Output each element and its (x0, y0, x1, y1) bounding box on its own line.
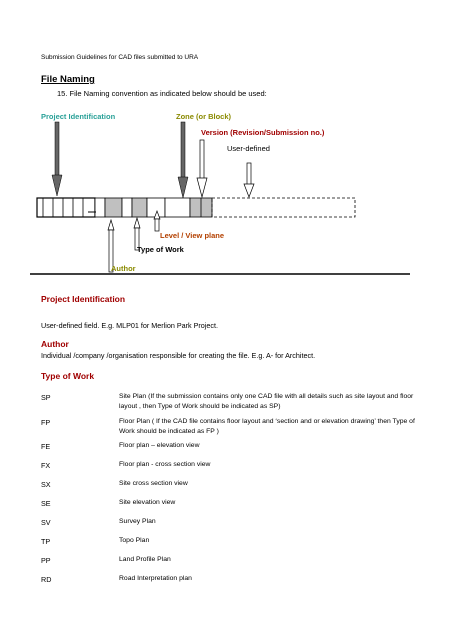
arrow-zone (178, 122, 188, 198)
file-naming-item: 15. File Naming convention as indicated below should be used: (57, 89, 267, 98)
type-desc: Floor plan - cross section view (119, 461, 211, 468)
type-code: FE (41, 442, 51, 451)
file-naming-heading: File Naming (41, 74, 95, 85)
type-desc: Topo Plan (119, 537, 150, 544)
author-text: Individual /company /organisation responsible for creating the file. E.g. A- for Architect. (41, 351, 316, 360)
label-project-identification: Project Identification (41, 112, 116, 121)
type-desc: Land Profile Plan (119, 556, 171, 563)
label-author: Author (111, 264, 136, 273)
arrow-user-defined (244, 163, 254, 197)
section-title-author: Author (41, 339, 69, 349)
type-code: SP (41, 393, 51, 402)
type-code: SE (41, 499, 51, 508)
document-header: Submission Guidelines for CAD files submitted to URA (41, 54, 199, 61)
naming-cells (37, 198, 212, 217)
type-code: FX (41, 461, 51, 470)
type-code: PP (41, 556, 51, 565)
type-code: TP (41, 537, 51, 546)
type-desc: Site Plan (If the submission contains only one CAD file with all details such as site layout and floor layout , then Type of Work should be indicated as SP) (119, 393, 414, 410)
section-title-type-of-work: Type of Work (41, 371, 95, 381)
label-level-view-plane: Level / View plane (160, 231, 225, 240)
arrow-project-identification (52, 122, 62, 196)
type-code: SX (41, 480, 51, 489)
type-code: SV (41, 518, 51, 527)
label-user-defined: User-defined (227, 144, 270, 153)
label-type-of-work: Type of Work (137, 245, 184, 254)
user-defined-dashed-box (212, 198, 355, 217)
label-version: Version (Revision/Submission no.) (201, 128, 325, 137)
type-desc: Floor plan – elevation view (119, 442, 200, 449)
type-code: RD (41, 575, 52, 584)
type-desc: Site cross section view (119, 480, 188, 487)
label-zone: Zone (or Block) (176, 112, 232, 121)
project-identification-text: User-defined field. E.g. MLP01 for Merlion Park Project. (41, 321, 218, 330)
type-desc: Site elevation view (119, 499, 176, 506)
arrow-version (197, 140, 207, 197)
type-desc: Floor Plan ( If the CAD file contains floor layout and ‘section and or elevation drawing’ then Type of Work should be indicated as FP ) (119, 418, 415, 435)
section-title-project-identification: Project Identification (41, 294, 126, 304)
type-desc: Survey Plan (119, 518, 156, 525)
type-desc: Road Interpretation plan (119, 575, 192, 582)
type-code: FP (41, 418, 51, 427)
